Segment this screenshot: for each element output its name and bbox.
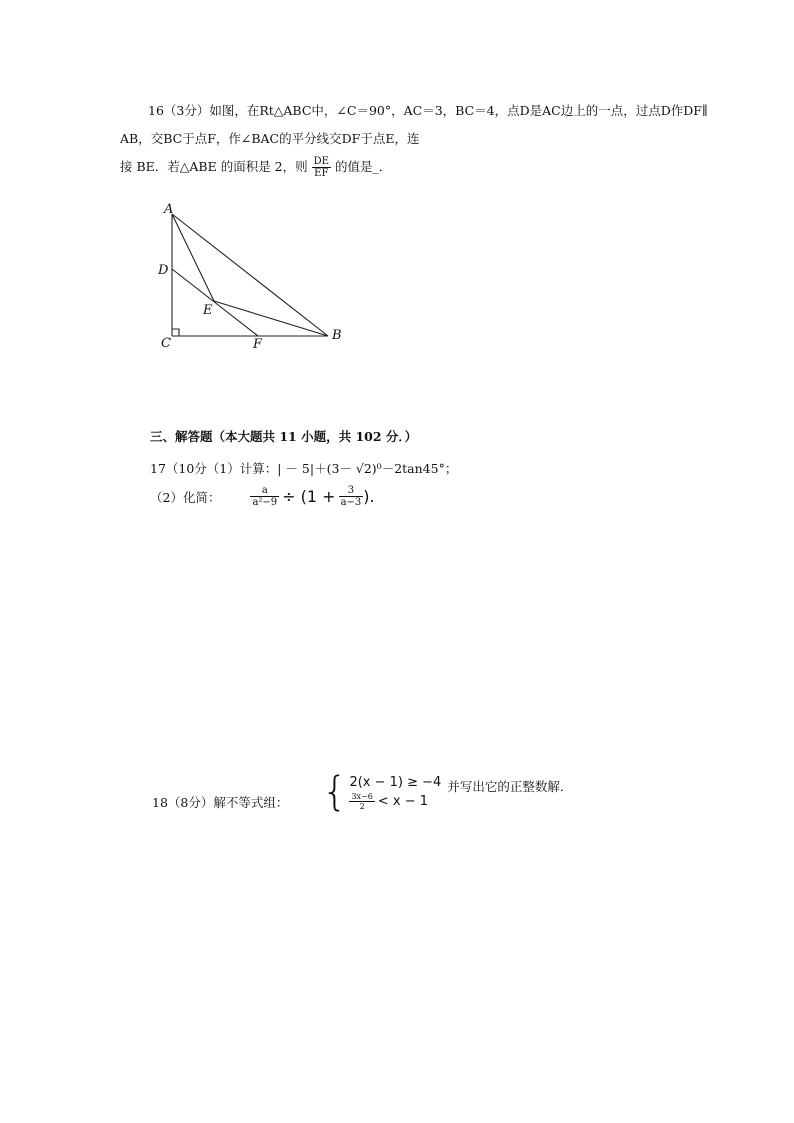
q17-fraction-1 (250, 485, 279, 508)
q16-fraction (312, 156, 331, 179)
segment-ab (172, 214, 328, 336)
q17-expr-mid: ÷ (1 + (282, 487, 336, 506)
q18-ineq1: 2(x − 1) ≥ −4 (349, 774, 442, 790)
label-e: E (203, 303, 213, 318)
q18-ineq2-rest: < x − 1 (377, 793, 429, 809)
q17-part1: 17（10分（1）计算：| － 5|＋(3－ √2)⁰－2tan45°； (150, 461, 458, 476)
q16-frac-den: EF (314, 168, 329, 179)
q17-den-1: a²−9 (252, 497, 278, 508)
section-heading: 三、解答题（本大题共 11 小题，共 102 分．） (150, 429, 418, 444)
label-f: F (253, 337, 263, 352)
q16-line3 (120, 156, 391, 179)
q17-den-2: a−3 (340, 497, 362, 508)
q17-num-1: a (261, 485, 268, 496)
q18-ineq2-den: 2 (359, 801, 365, 811)
q17-part2-label: （2）化简： (150, 489, 221, 505)
brace-icon: { (322, 769, 348, 815)
q17-fraction-2 (339, 485, 364, 508)
right-angle-mark (172, 329, 179, 336)
q18-suffix: 并写出它的正整数解． (447, 779, 573, 794)
q18-ineq2-num: 3x−6 (351, 791, 373, 801)
label-b: B (332, 328, 342, 343)
triangle-figure (150, 198, 360, 356)
q17-expr-end: ). (363, 487, 375, 506)
segment-ae (172, 214, 214, 301)
segment-eb (214, 301, 328, 336)
q16-line3-post: 的值是_． (334, 159, 392, 174)
label-c: C (161, 336, 171, 351)
q17-part2 (150, 485, 375, 508)
q16-line2: AB，交BC于点F，作∠BAC的平分线交DF于点E，连 (120, 131, 420, 146)
label-d: D (158, 263, 169, 278)
q16-line1: 16（3分）如图，在Rt△ABC中，∠C＝90°，AC＝3，BC＝4，点D是AC边上的一点，过点D作DF∥ (148, 103, 708, 118)
segment-df (172, 269, 258, 336)
q17-num-2: 3 (347, 485, 355, 496)
q16-frac-num: DE (313, 156, 329, 167)
q18-system (322, 769, 573, 815)
q18-label: 18（8分）解不等式组： (152, 795, 289, 810)
q18-fraction (349, 792, 374, 811)
q16-line3-pre: 接 BE．若△ABE 的面积是 2，则 (120, 159, 308, 174)
label-a: A (164, 202, 174, 217)
